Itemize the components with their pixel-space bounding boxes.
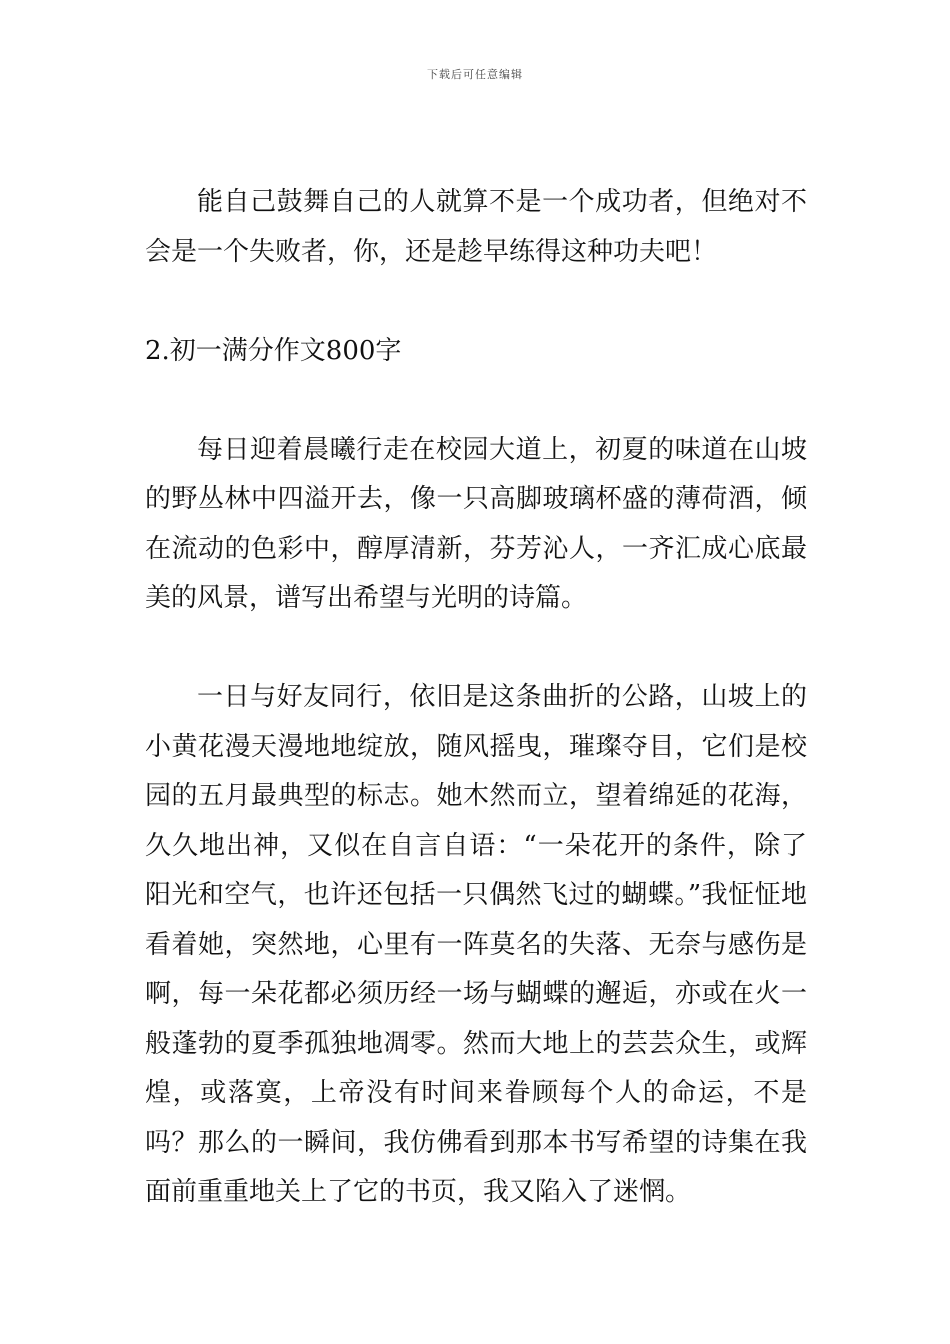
paragraph-3: 一日与好友同行，依旧是这条曲折的公路，山坡上的小黄花漫天漫地地绽放，随风摇曳，璀璨夺目，它们是校园的五月最典型的标志。她木然而立，望着绵延的花海，久久地出神，又似在自言自语：“一朵花开的条件，除了阳光和空气，也许还包括一只偶然飞过的蝴蝶。”我怔怔地看着她，突然地，心里有一阵莫名的失落、无奈与感伤是啊，每一朵花都必须历经一场与蝴蝶的邂逅，亦或在火一般蓬勃的夏季孤独地凋零。然而大地上的芸芸众生，或辉煌，或落寞，上帝没有时间来眷顾每个人的命运，不是吗？那么的一瞬间，我仿佛看到那本书写希望的诗集在我面前重重地关上了它的书页，我又陷入了迷惘。: [145, 682, 807, 1207]
paragraph-spacer: [145, 277, 807, 327]
document-body: [145, 178, 807, 1218]
paragraph-spacer: [145, 376, 807, 426]
paragraph-2: 每日迎着晨曦行走在校园大道上，初夏的味道在山坡的野丛林中四溢开去，像一只高脚玻璃杯盛的薄荷酒，倾在流动的色彩中，醇厚清新，芬芳沁人，一齐汇成心底最美的风景，谱写出希望与光明的诗篇。: [145, 434, 807, 613]
section-heading: 2.初一满分作文800字: [145, 335, 402, 366]
paragraph-1: 能自己鼓舞自己的人就算不是一个成功者，但绝对不会是一个失败者，你，还是趁早练得这种功夫吧！: [145, 187, 807, 267]
page-header: 下载后可任意编辑: [427, 68, 523, 81]
paragraph-spacer: [145, 624, 807, 674]
